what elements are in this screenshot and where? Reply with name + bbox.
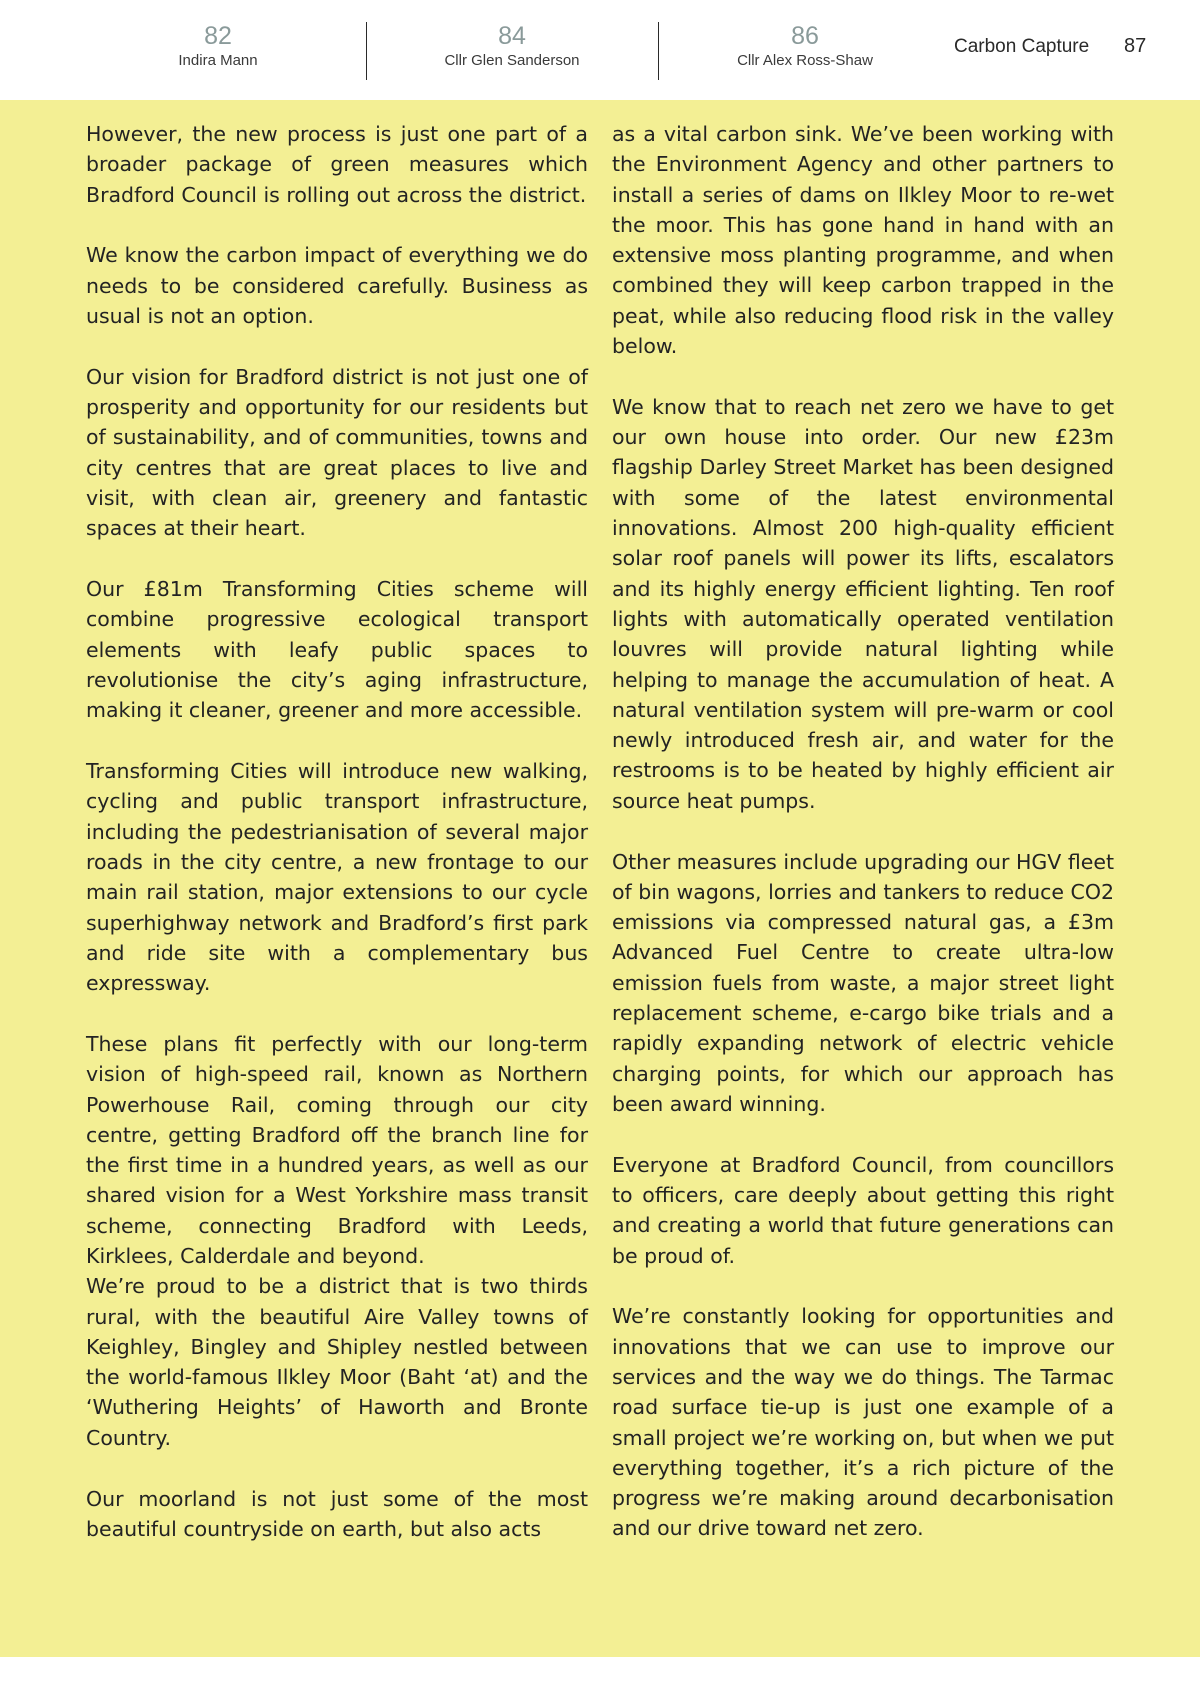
paragraph: Our moorland is not just some of the most beautiful countryside on earth, but also acts (86, 1486, 588, 1541)
section-title: Carbon Capture (954, 36, 1090, 57)
paragraph: We know the carbon impact of everything we do needs to be considered carefully. Business as usual is not an option. (86, 243, 588, 328)
paragraph: Transforming Cities will introduce new walking, cycling and public transport infrastructure, including the pedestrianisation of several major roads in the city centre, a new frontage to our main rail station, major extensions to our cycle superhighway network and Bradford’s first park and ride site with a complementary bus expressway. (86, 759, 588, 996)
nav-divider (366, 22, 367, 80)
left-column (86, 119, 588, 1575)
nav-page-number: 82 (204, 22, 232, 50)
nav-author-name: Cllr Glen Sanderson (444, 52, 580, 69)
nav-page-number: 84 (498, 22, 526, 50)
paragraph: However, the new process is just one part of a broader package of green measures which Bradford Council is rolling out across the district. (86, 122, 588, 207)
nav-link-glen-sanderson[interactable] (412, 22, 612, 70)
nav-author-name: Indira Mann (178, 52, 258, 69)
paragraph: We know that to reach net zero we have to get our own house into order. Our new £23m flagship Darley Street Market has been designed with some of the latest environmental innovations. Almost 200 high-quality efficient solar roof panels will power its lifts, escalators and its highly energy efficient lighting. Ten roof lights with automatically operated ventilation louvres will provide natural lighting while helping to manage the accumulation of heat. A natural ventilation system will pre-warm or cool newly introduced fresh air, and water for the restrooms is to be heated by highly efficient air source heat pumps. (612, 394, 1114, 813)
paragraph: Other measures include upgrading our HGV fleet of bin wagons, lorries and tankers to reduce CO2 emissions via compressed natural gas, a £3m Advanced Fuel Centre to create ultra-low emission fuels from waste, a major street light replacement scheme, e-cargo bike trials and a rapidly expanding network of electric vehicle charging points, for which our approach has been award winning. (612, 849, 1114, 1116)
paragraph: Everyone at Bradford Council, from councillors to officers, care deeply about getting this right and creating a world that future generations can be proud of. (612, 1152, 1114, 1268)
page-header (0, 0, 1200, 100)
page-number: 87 (1124, 35, 1147, 57)
nav-link-alex-ross-shaw[interactable] (705, 22, 905, 70)
nav-divider (658, 22, 659, 80)
paragraph: These plans fit perfectly with our long-term vision of high-speed rail, known as Northern Powerhouse Rail, coming through our city centre, getting Bradford off the branch line for the first time in a hundred years, as well as our shared vision for a West Yorkshire mass transit scheme, connecting Bradford with Leeds, Kirklees, Calderdale and beyond. (86, 1031, 588, 1268)
nav-author-name: Cllr Alex Ross-Shaw (737, 52, 873, 69)
paragraph: We’re constantly looking for opportunities and innovations that we can use to improve our services and the way we do things. The Tarmac road surface tie-up is just one example of a small project we’re working on, but when we put everything together, it’s a rich picture of the progress we’re making around decarbonisation and our drive toward net zero. (612, 1304, 1114, 1541)
right-column (612, 119, 1114, 1574)
paragraph: Our vision for Bradford district is not just one of prosperity and opportunity for our residents but of sustainability, and of communities, towns and city centres that are great places to live and visit, with clean air, greenery and fantastic spaces at their heart. (86, 364, 588, 541)
nav-link-indira-mann[interactable] (118, 22, 318, 70)
article-body (0, 100, 1200, 1657)
paragraph: Our £81m Transforming Cities scheme will combine progressive ecological transport elements with leafy public spaces to revolutionise the city’s aging infrastructure, making it cleaner, greener and more accessible. (86, 577, 588, 723)
paragraph: We’re proud to be a district that is two thirds rural, with the beautiful Aire Valley towns of Keighley, Bingley and Shipley nestled between the world-famous Ilkley Moor (Baht ‘at) and the ‘Wuthering Heights’ of Haworth and Bronte Country. (86, 1274, 588, 1450)
paragraph: as a vital carbon sink. We’ve been working with the Environment Agency and other partners to install a series of dams on Ilkley Moor to re-wet the moor. This has gone hand in hand with an extensive moss planting programme, and when combined they will keep carbon trapped in the peat, while also reducing flood risk in the valley below. (612, 122, 1114, 359)
nav-page-number: 86 (791, 22, 819, 50)
